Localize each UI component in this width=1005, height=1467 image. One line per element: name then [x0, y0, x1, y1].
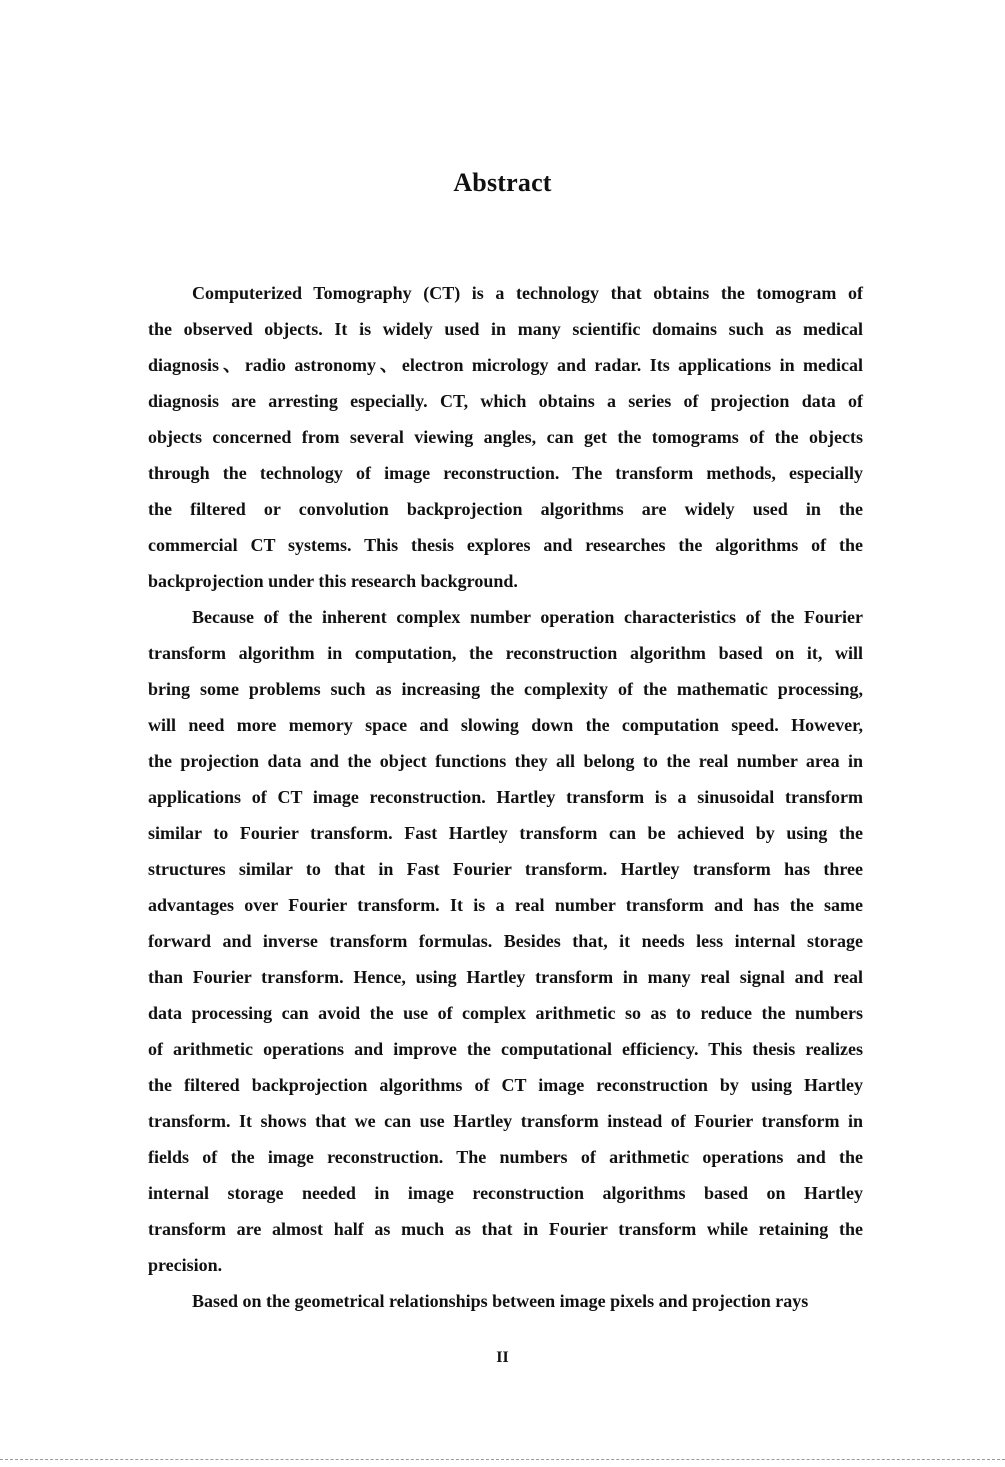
text-line: Based on the geometrical relationships between image pixels and projection rays: [192, 1291, 809, 1311]
text-line: objects concerned from several viewing angles, can get the tomograms of the objects: [148, 427, 863, 447]
page-bottom-edge: [0, 1459, 1005, 1460]
text-line: advantages over Fourier transform. It is a real number transform and has the same: [148, 895, 863, 915]
text-line: diagnosis、radio astronomy、electron micrology and radar. Its applications in medical: [148, 355, 863, 375]
text-line: of arithmetic operations and improve the computational efficiency. This thesis realizes: [148, 1039, 863, 1059]
text-line: will need more memory space and slowing down the computation speed. However,: [148, 715, 863, 735]
text-line: internal storage needed in image reconstruction algorithms based on Hartley: [148, 1183, 863, 1203]
text-line: structures similar to that in Fast Fourier transform. Hartley transform has three: [148, 859, 863, 879]
paragraph: [148, 1283, 863, 1319]
text-line: diagnosis are arresting especially. CT, which obtains a series of projection data of: [148, 391, 863, 411]
text-line: the filtered backprojection algorithms of CT image reconstruction by using Hartley: [148, 1075, 863, 1095]
text-line: Because of the inherent complex number operation characteristics of the Fourier: [192, 607, 863, 627]
abstract-body: [148, 275, 863, 1319]
text-line: precision.: [148, 1255, 223, 1275]
page-title: Abstract: [453, 168, 552, 197]
text-line: fields of the image reconstruction. The numbers of arithmetic operations and the: [148, 1147, 863, 1167]
text-line: than Fourier transform. Hence, using Hartley transform in many real signal and real: [148, 967, 863, 987]
text-line: backprojection under this research background.: [148, 571, 518, 591]
text-line: Computerized Tomography (CT) is a technology that obtains the tomogram of: [192, 283, 863, 303]
paragraph: [148, 275, 863, 599]
text-line: forward and inverse transform formulas. Besides that, it needs less internal storage: [148, 931, 863, 951]
text-line: the observed objects. It is widely used in many scientific domains such as medical: [148, 319, 863, 339]
page-number: II: [496, 1349, 509, 1366]
text-line: applications of CT image reconstruction. Hartley transform is a sinusoidal transform: [148, 787, 863, 807]
paragraph: [148, 599, 863, 1283]
text-line: transform algorithm in computation, the reconstruction algorithm based on it, will: [148, 643, 863, 663]
text-line: transform are almost half as much as that in Fourier transform while retaining the: [148, 1219, 863, 1239]
text-line: the filtered or convolution backprojection algorithms are widely used in the: [148, 499, 863, 519]
text-line: data processing can avoid the use of complex arithmetic so as to reduce the numbers: [148, 1003, 863, 1023]
text-line: commercial CT systems. This thesis explores and researches the algorithms of the: [148, 535, 863, 555]
text-line: the projection data and the object functions they all belong to the real number area in: [148, 751, 863, 771]
text-line: transform. It shows that we can use Hartley transform instead of Fourier transform in: [148, 1111, 863, 1131]
text-line: through the technology of image reconstruction. The transform methods, especially: [148, 463, 863, 483]
text-line: similar to Fourier transform. Fast Hartley transform can be achieved by using the: [148, 823, 863, 843]
text-line: bring some problems such as increasing the complexity of the mathematic processing,: [148, 679, 863, 699]
